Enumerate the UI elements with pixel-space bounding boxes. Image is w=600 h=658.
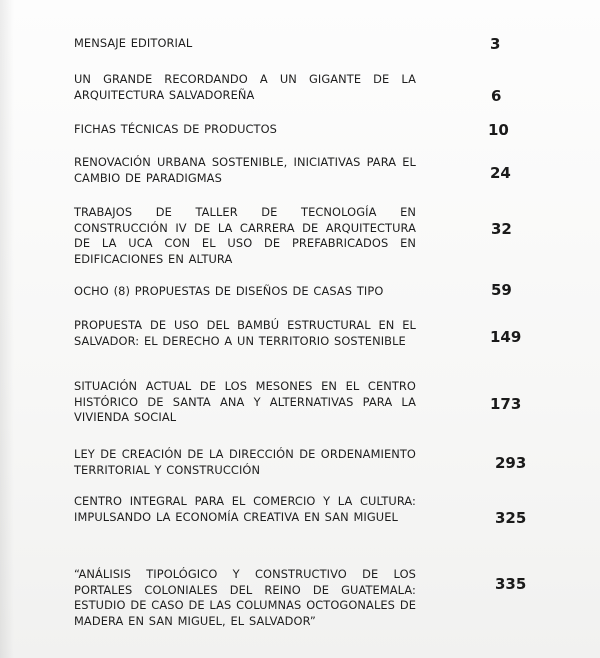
toc-entry-title: TRABAJOS DE TALLER DE TECNOLOGÍA EN CONSTRUCCIÓN IV DE LA CARRERA DE ARQUITECTURA DE LA UCA CON EL USO DE PREFABRICADOS EN EDIFICACIONES EN ALTURA (74, 205, 416, 266)
page-fold-shadow (0, 0, 14, 658)
toc-entry-title: LEY DE CREACIÓN DE LA DIRECCIÓN DE ORDENAMIENTO TERRITORIAL Y CONSTRUCCIÓN (74, 447, 416, 477)
toc-entry-title: FICHAS TÉCNICAS DE PRODUCTOS (74, 122, 278, 136)
toc-entry-page: 59 (491, 281, 512, 299)
toc-entry-page: 3 (490, 35, 501, 53)
toc-entry-page: 173 (490, 395, 522, 413)
toc-entry-title: SITUACIÓN ACTUAL DE LOS MESONES EN EL CENTRO HISTÓRICO DE SANTA ANA Y ALTERNATIVAS PARA LA VIVIENDA SOCIAL (74, 379, 416, 424)
toc-entry-page: 32 (491, 220, 512, 238)
toc-entry-title: CENTRO INTEGRAL PARA EL COMERCIO Y LA CULTURA: IMPULSANDO LA ECONOMÍA CREATIVA EN SAN MIGUEL (74, 494, 416, 524)
toc-entry-page: 335 (495, 575, 527, 593)
toc-entry-title: PROPUESTA DE USO DEL BAMBÚ ESTRUCTURAL EN EL SALVADOR: EL DERECHO A UN TERRITORIO SOSTENIBLE (74, 318, 416, 348)
toc-entry-page: 293 (495, 454, 527, 472)
toc-entry-page: 10 (488, 121, 509, 139)
toc-entry-title: “ANÁLISIS TIPOLÓGICO Y CONSTRUCTIVO DE LOS PORTALES COLONIALES DEL REINO DE GUATEMALA: ESTUDIO DE CASO DE LAS COLUMNAS OCTOGONALES DE MADERA EN SAN MIGUEL, EL SALVADOR” (74, 567, 416, 628)
toc-entry-title: UN GRANDE RECORDANDO A UN GIGANTE DE LA ARQUITECTURA SALVADOREÑA (74, 72, 416, 102)
toc-entry-page: 6 (491, 87, 502, 105)
toc-entry-title: MENSAJE EDITORIAL (74, 36, 193, 50)
toc-entry-page: 325 (495, 509, 527, 527)
toc-entry-title: RENOVACIÓN URBANA SOSTENIBLE, INICIATIVAS PARA EL CAMBIO DE PARADIGMAS (74, 155, 416, 185)
toc-entry-page: 149 (490, 328, 522, 346)
toc-entry-page: 24 (490, 164, 511, 182)
toc-entry-title: OCHO (8) PROPUESTAS DE DISEÑOS DE CASAS TIPO (74, 284, 384, 298)
